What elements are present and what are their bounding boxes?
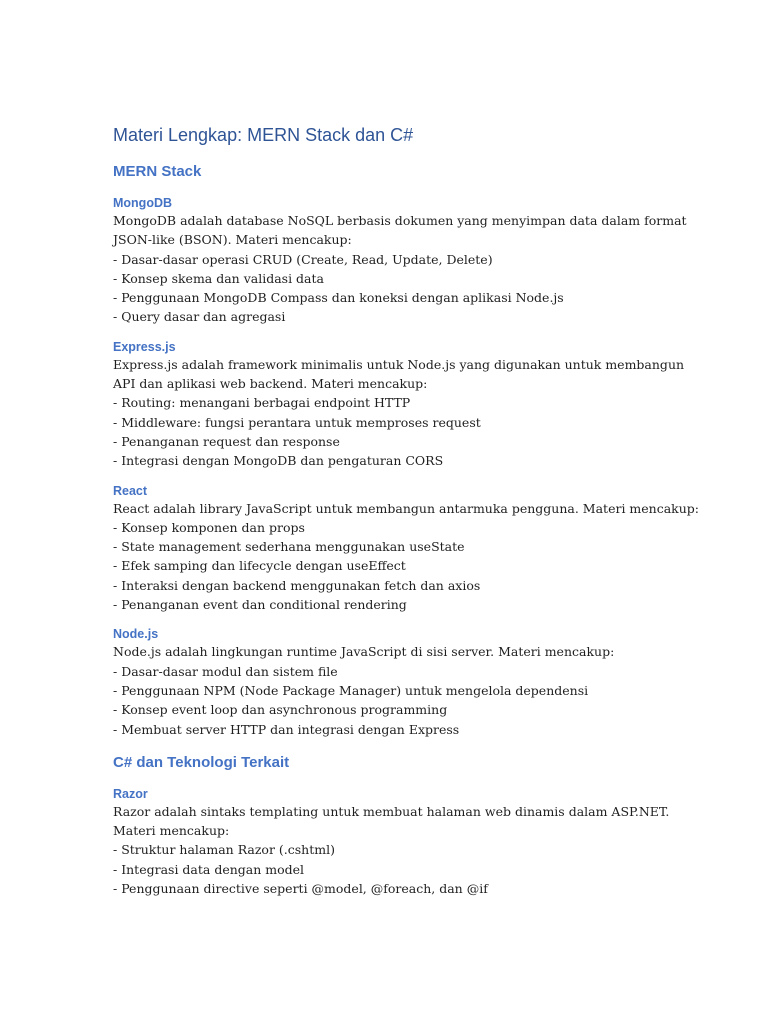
list-item: - Penanganan request dan response [113, 433, 340, 449]
body-line: Razor adalah sintaks templating untuk membuat halaman web dinamis dalam ASP.NET. [113, 803, 670, 819]
list-item: - Membuat server HTTP dan integrasi dengan Express [113, 721, 460, 737]
subsection-heading-razor: Razor [113, 786, 148, 801]
list-item: - Dasar-dasar operasi CRUD (Create, Read, Update, Delete) [113, 251, 493, 267]
section-heading-mern-stack: MERN Stack [113, 163, 202, 180]
subsection-body-react [113, 499, 700, 615]
subsection-body-nodejs [113, 642, 673, 738]
subsection-heading-expressjs: Express.js [113, 339, 176, 354]
subsection-heading-mongodb: MongoDB [113, 196, 173, 210]
list-item: - Struktur halaman Razor (.cshtml) [113, 842, 335, 858]
subsection-heading-nodejs: Node.js [113, 627, 159, 642]
document-page [113, 123, 700, 898]
list-item: - Penggunaan MongoDB Compass dan koneksi dengan aplikasi Node.js [113, 290, 564, 306]
subsection-body-mongodb [113, 211, 687, 327]
list-item: - Konsep event loop dan asynchronous programming [113, 702, 448, 718]
subsection-heading-react: React [113, 483, 148, 498]
document-title: Materi Lengkap: MERN Stack dan C# [113, 125, 414, 145]
list-item: - Efek samping dan lifecycle dengan useEffect [113, 558, 406, 574]
body-line: Node.js adalah lingkungan runtime JavaScript di sisi server. Materi mencakup: [113, 644, 615, 660]
subsection-body-expressjs [113, 355, 685, 471]
list-item: - Konsep komponen dan props [113, 519, 305, 535]
list-item: - Routing: menangani berbagai endpoint HTTP [113, 395, 411, 411]
list-item: - Dasar-dasar modul dan sistem file [113, 663, 338, 679]
list-item: - Integrasi data dengan model [113, 861, 305, 877]
list-item: - Integrasi dengan MongoDB dan pengaturan CORS [113, 453, 444, 469]
list-item: - Konsep skema dan validasi data [113, 270, 324, 286]
list-item: - State management sederhana menggunakan useState [113, 539, 465, 555]
body-line: Materi mencakup: [113, 823, 230, 839]
list-item: - Interaksi dengan backend menggunakan fetch dan axios [113, 577, 481, 593]
body-line: React adalah library JavaScript untuk membangun antarmuka pengguna. Materi mencakup: [113, 500, 700, 516]
body-line: Express.js adalah framework minimalis untuk Node.js yang digunakan untuk membangun [113, 356, 685, 372]
list-item: - Penggunaan NPM (Node Package Manager) untuk mengelola dependensi [113, 682, 589, 698]
list-item: - Middleware: fungsi perantara untuk memproses request [113, 414, 481, 430]
body-line: API dan aplikasi web backend. Materi mencakup: [113, 376, 428, 392]
subsection-body-razor [113, 802, 673, 898]
list-item: - Query dasar dan agregasi [113, 309, 286, 325]
body-line: JSON-like (BSON). Materi mencakup: [113, 232, 352, 248]
list-item: - Penggunaan directive seperti @model, @foreach, dan @if [113, 881, 488, 897]
list-item: - Penanganan event dan conditional rendering [113, 597, 407, 613]
section-heading-csharp: C# dan Teknologi Terkait [113, 753, 290, 771]
body-line: MongoDB adalah database NoSQL berbasis dokumen yang menyimpan data dalam format [113, 213, 687, 228]
